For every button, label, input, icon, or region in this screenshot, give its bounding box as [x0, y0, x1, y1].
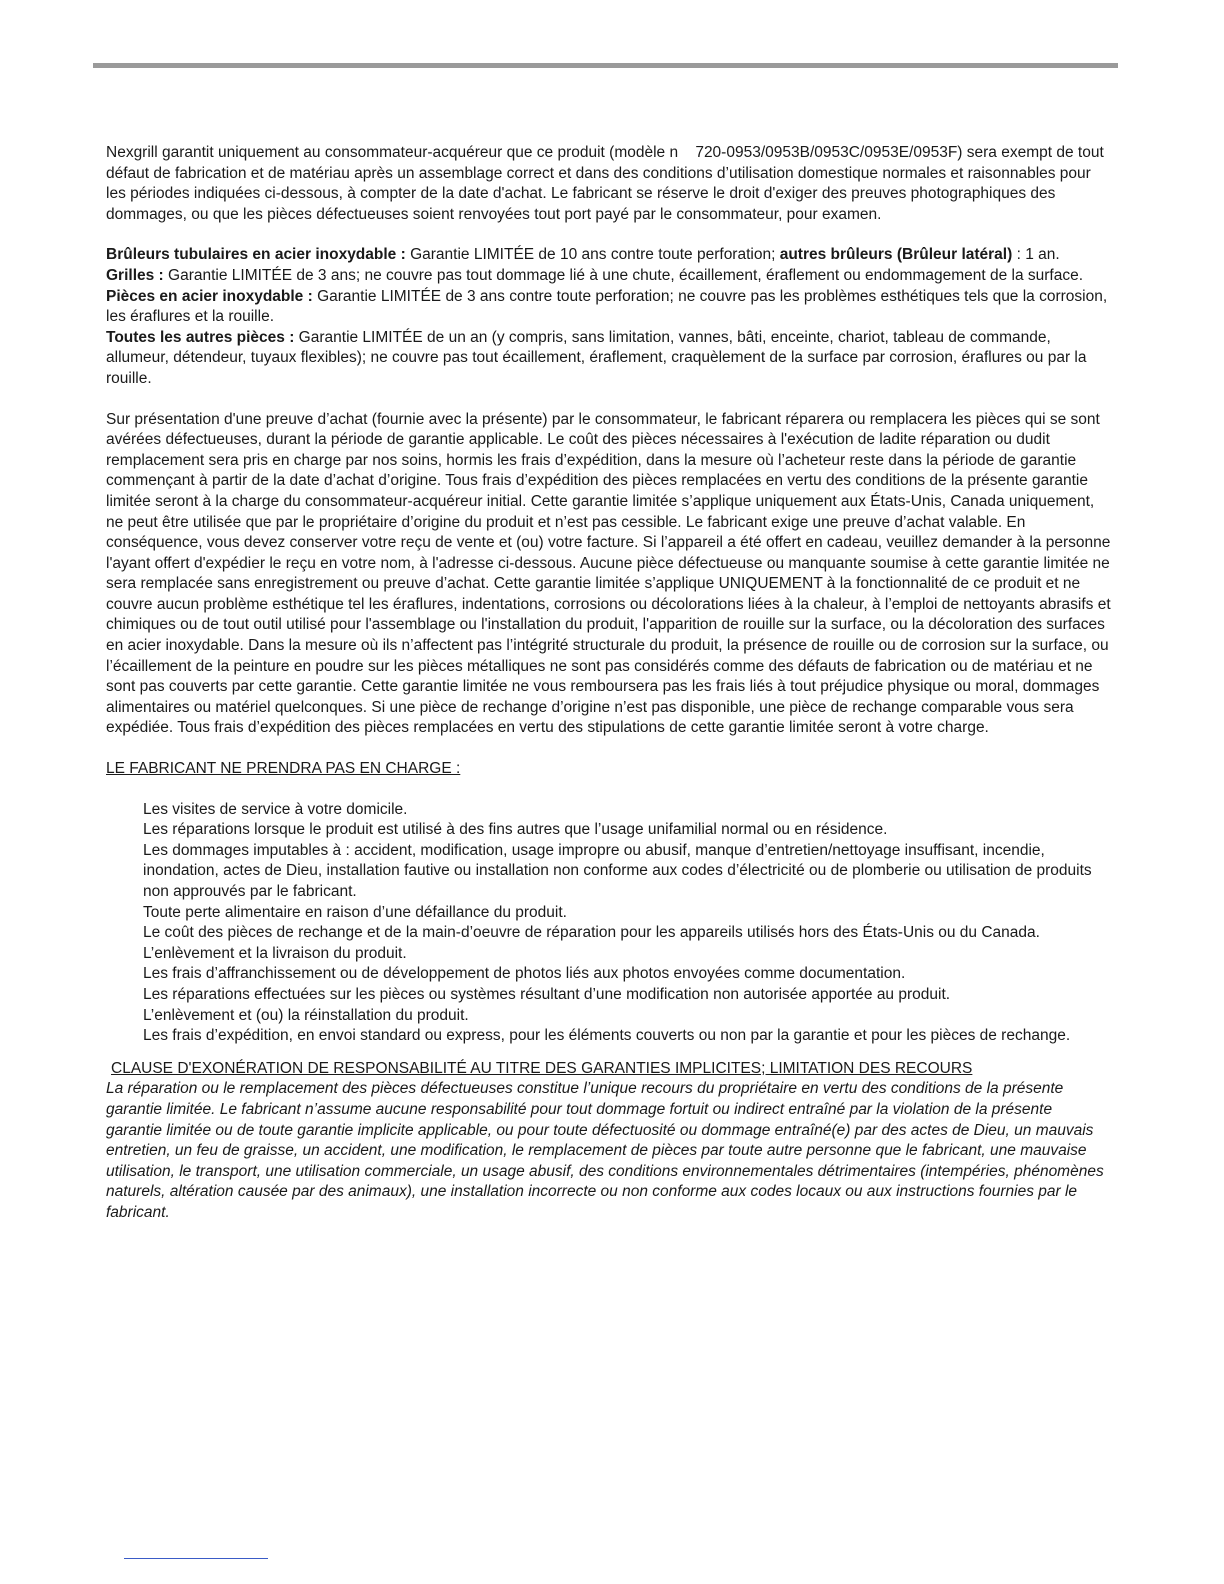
warranty-document — [106, 143, 1112, 1224]
list-item: Les réparations lorsque le produit est utilisé à des fins autres que l’usage unifamilial normal ou en résidence. — [143, 821, 888, 839]
list-item: L’enlèvement et la livraison du produit. — [143, 944, 407, 962]
disclaimer-paragraph: La réparation ou le remplacement des pièces défectueuses constitue l’unique recours du propriétaire en vertu des conditions de la présente garantie limitée. Le fabricant n’assume aucune responsabilité pour tout dommage fortuit ou indirect entraîné par la violation de la présente garantie limitée ou de toute garantie implicite applicable, ou pour toute défectuosité ou dommage entraîné(e) par des actes de Dieu, un mauvais entretien, un feu de graisse, un accident, une modification, le remplacement de pièces par toute autre personne que le fabricant, une mauvaise utilisation, le transport, une utilisation commerciale, un usage abusif, des conditions environnementales détrimentaires (intempéries, phénomènes naturels, altération causée par des animaux), une installation incorrecte ou non conforme aux codes locaux ou aux instructions fournies par le fabricant. — [106, 1080, 1104, 1221]
warranty-other-parts — [106, 328, 1112, 390]
warranty-stainless — [106, 287, 1112, 328]
list-item: Les frais d’affranchissement ou de développement de photos liés aux photos envoyées comme documentation. — [143, 965, 906, 983]
exclusions-list — [106, 800, 1112, 1047]
warranty-burners — [106, 245, 1112, 266]
list-item: L’enlèvement et (ou) la réinstallation du produit. — [143, 1006, 469, 1024]
warranty-grates — [106, 266, 1112, 287]
other-burners-text: : 1 an. — [1012, 246, 1060, 264]
stainless-label: Pièces en acier inoxydable : — [106, 287, 313, 305]
warranty-periods — [106, 245, 1112, 389]
other-parts-label: Toutes les autres pièces : — [106, 328, 295, 346]
other-burners-label: autres brûleurs (Brûleur latéral) — [779, 246, 1013, 264]
exclusions-heading: LE FABRICANT NE PRENDRA PAS EN CHARGE : — [106, 760, 461, 778]
intro-paragraph: Nexgrill garantit uniquement au consommateur-acquéreur que ce produit (modèle n 720-0953/0953B/0953C/0953E/0953F) sera exempt de tout défaut de fabrication et de matériau après un assemblage correct et dans des conditions d’utilisation domestique normales et raisonnables pour les périodes indiquées ci-dessous, à compter de la date d'achat. Le fabricant se réserve le droit d'exiger des preuves photographiques des dommages, ou que les pièces défectueuses soient renvoyées tout port payé par le consommateur, pour examen. — [106, 144, 1104, 223]
disclaimer-heading: CLAUSE D'EXONÉRATION DE RESPONSABILITÉ AU TITRE DES GARANTIES IMPLICITES; LIMITATION DES RECOURS — [111, 1059, 973, 1077]
list-item: Les frais d’expédition, en envoi standard ou express, pour les éléments couverts ou non par la garantie et pour les pièces de rechange. — [143, 1027, 1071, 1045]
list-item: Toute perte alimentaire en raison d’une défaillance du produit. — [143, 903, 567, 921]
other-parts-text: Garantie LIMITÉE de un an (y compris, sans limitation, vannes, bâti, enceinte, chariot, tableau de commande, allumeur, détendeur, tuyaux flexibles); ne couvre pas tout écaillement, éraflement, craquèlement de la surface par corrosion, éraflures ou par la rouille. — [106, 328, 1087, 387]
stainless-text: Garantie LIMITÉE de 3 ans contre toute perforation; ne couvre pas les problèmes esthétiques tels que la corrosion, les éraflures et la rouille. — [106, 287, 1108, 326]
list-item: Le coût des pièces de rechange et de la main-d’oeuvre de réparation pour les appareils utilisés hors des États-Unis ou du Canada. — [143, 924, 1040, 942]
grates-label: Grilles : — [106, 266, 164, 284]
list-item: Les réparations effectuées sur les pièces ou systèmes résultant d’une modification non autorisée apportée au produit. — [143, 985, 951, 1003]
list-item: Les dommages imputables à : accident, modification, usage impropre ou abusif, manque d’entretien/nettoyage insuffisant, incendie, inondation, actes de Dieu, installation fautive ou installation non conforme aux codes d’électricité ou de plomberie ou utilisation de produits non approuvés par le fabricant. — [143, 841, 1092, 900]
burners-label: Brûleurs tubulaires en acier inoxydable : — [106, 246, 406, 264]
footer-link-underline — [124, 1558, 268, 1559]
burners-text: Garantie LIMITÉE de 10 ans contre toute perforation; — [405, 246, 780, 264]
header-rule — [93, 63, 1118, 68]
proof-of-purchase-paragraph: Sur présentation d'une preuve d’achat (fournie avec la présente) par le consommateur, le fabricant réparera ou remplacera les pièces qui se sont avérées défectueuses, durant la période de garantie applicable. Le coût des pièces nécessaires à l'exécution de ladite réparation ou dudit remplacement sera pris en charge par nos soins, hormis les frais d’expédition, dans la mesure où l’acheteur reste dans la période de garantie commençant à partir de la date d’achat d’origine. Tous frais d’expédition des pièces remplacées en vertu des conditions de la présente garantie limitée seront à la charge du consommateur-acquéreur initial. Cette garantie limitée s’applique uniquement aux États-Unis, Canada uniquement, ne peut être utilisée que par le propriétaire d’origine du produit et n’est pas cessible. Le fabricant exige une preuve d’achat valable. En conséquence, vous devez conserver votre reçu de vente et (ou) votre facture. Si l’appareil a été offert en cadeau, veuillez demander à la personne l'ayant offert d'expédier le reçu en votre nom, à l'adresse ci-dessous. Aucune pièce défectueuse ou manquante soumise à cette garantie limitée ne sera remplacée sans enregistrement ou preuve d’achat. Cette garantie limitée s’applique UNIQUEMENT à la fonctionnalité de ce produit et ne couvre aucun problème esthétique tel les éraflures, indentations, corrosions ou décolorations liées à la chaleur, à l’emploi de nettoyants abrasifs et chimiques ou de tout outil utilisé pour l'assemblage ou l'installation du produit, l'apparition de rouille sur la surface, ou la décoloration des surfaces en acier inoxydable. Dans la mesure où ils n’affectent pas l’intégrité structurale du produit, la présence de rouille ou de corrosion sur la surface, ou l’écaillement de la peinture en poudre sur les pièces métalliques ne sont pas considérés comme des défauts de fabrication ou de matériau et ne sont pas couverts par cette garantie. Cette garantie limitée ne vous remboursera pas les frais liés à tout préjudice physique ou moral, dommages alimentaires ou matériel quelconques. Si une pièce de rechange d’origine n’est pas disponible, une pièce de rechange comparable vous sera expédiée. Tous frais d’expédition des pièces remplacées en vertu des stipulations de cette garantie limitée seront à votre charge. — [106, 410, 1111, 737]
grates-text: Garantie LIMITÉE de 3 ans; ne couvre pas tout dommage lié à une chute, écaillement, éraflement ou endommagement de la surface. — [163, 266, 1084, 284]
list-item: Les visites de service à votre domicile. — [143, 800, 408, 818]
